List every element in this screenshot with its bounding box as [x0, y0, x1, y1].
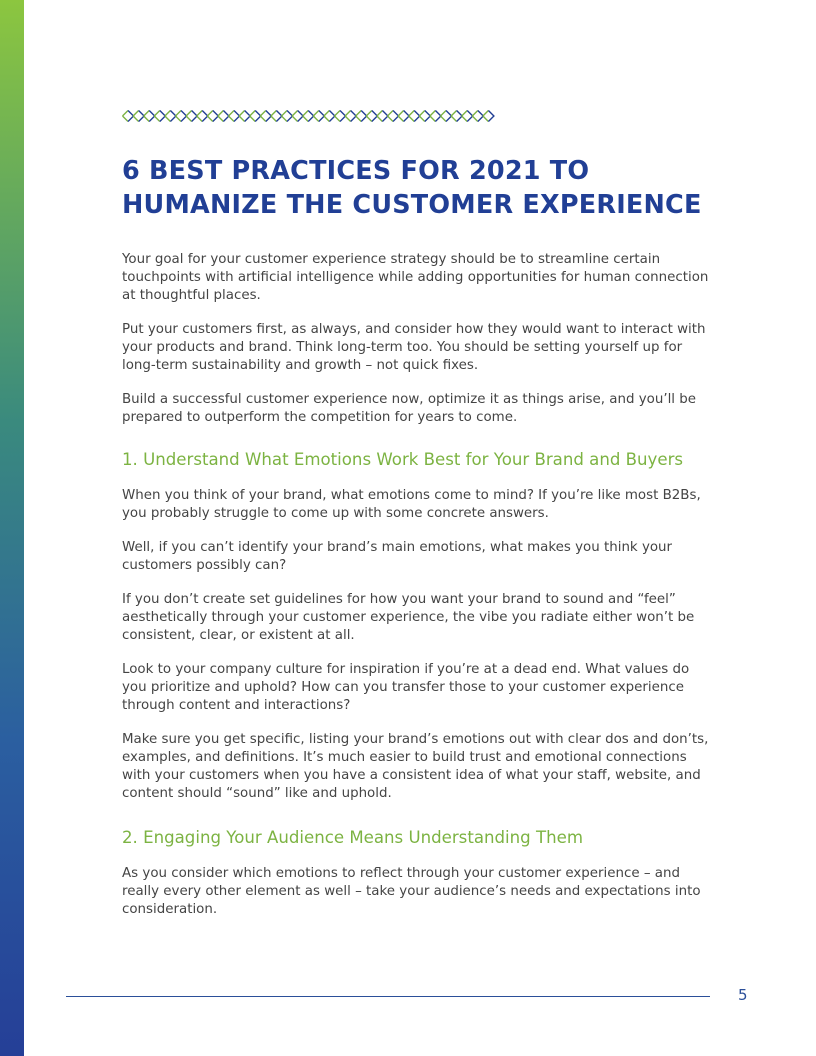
diamond-ornament-icon [229, 111, 240, 122]
diamond-ornament-icon [144, 111, 155, 122]
diamond-ornament-icon [207, 111, 218, 122]
intro-paragraph-3: Build a successful customer experience now, optimize it as things arise, and you’ll be prepared to outperform the competition for years to come. [122, 392, 697, 425]
diamond-ornament-icon [176, 111, 187, 122]
diamond-ornament-icon [250, 111, 261, 122]
diamond-ornament-icon [366, 111, 377, 122]
diamond-ornament-icon [409, 111, 420, 122]
footer-rule [66, 996, 710, 997]
diamond-ornament-icon [260, 111, 271, 122]
diamond-ornament-icon [483, 111, 494, 122]
section-1-heading: 1. Understand What Emotions Work Best for Your Brand and Buyers [122, 450, 684, 469]
diamond-ornament-icon [451, 111, 462, 122]
diamond-ornament-icon [123, 111, 134, 122]
page-content [122, 251, 712, 935]
diamond-ornament-icon [197, 111, 208, 122]
diamond-ornament-icon [335, 111, 346, 122]
diamond-ornament-icon [419, 111, 430, 122]
diamond-ornament-icon [271, 111, 282, 122]
section-1-paragraph-3: If you don’t create set guidelines for how you want your brand to sound and “feel” aesthetically through your customer experience, the vibe you radiate either won’t be consistent, clear, or existent at all. [122, 592, 695, 643]
diamond-ornament-icon [377, 111, 388, 122]
diamond-ornament-icon [388, 111, 399, 122]
diamond-ornament-divider [122, 109, 496, 123]
diamond-ornament-icon [292, 111, 303, 122]
diamond-ornament-icon [345, 111, 356, 122]
diamond-ornament-icon [218, 111, 229, 122]
diamond-ornament-icon [398, 111, 409, 122]
section-2-heading: 2. Engaging Your Audience Means Understanding Them [122, 828, 584, 847]
title-line-2: HUMANIZE THE CUSTOMER EXPERIENCE [122, 190, 702, 220]
section-1-paragraph-4: Look to your company culture for inspiration if you’re at a dead end. What values do you prioritize and uphold? How can you transfer those to your customer experience through content and interactions? [122, 662, 690, 713]
diamond-ornament-icon [356, 111, 367, 122]
section-1-paragraph-1: When you think of your brand, what emotions come to mind? If you’re like most B2Bs, you probably struggle to come up with some concrete answers. [122, 488, 701, 521]
section-2-paragraph-1: As you consider which emotions to reflect through your customer experience – and really every other element as well – take your audience’s needs and expectations into consideration. [122, 866, 701, 917]
intro-paragraph-1: Your goal for your customer experience strategy should be to streamline certain touchpoints with artificial intelligence while adding opportunities for human connection at thoughtful places. [122, 252, 709, 303]
diamond-ornament-icon [324, 111, 335, 122]
diamond-ornament-icon [472, 111, 483, 122]
diamond-ornament-icon [133, 111, 144, 122]
side-gradient-bar [0, 0, 24, 1056]
diamond-ornament-icon [430, 111, 441, 122]
section-1-paragraph-5: Make sure you get specific, listing your brand’s emotions out with clear dos and don’ts, examples, and definitions. It’s much easier to build trust and emotional connections with your customers when you have a consistent idea of what your staff, website, and content should “sound” like and uphold. [122, 732, 709, 801]
diamond-ornament-icon [154, 111, 165, 122]
diamond-ornament-icon [441, 111, 452, 122]
page-number: 5 [738, 986, 748, 1004]
section-1-paragraph-2: Well, if you can’t identify your brand’s main emotions, what makes you think your customers possibly can? [122, 540, 673, 573]
diamond-ornament-icon [303, 111, 314, 122]
diamond-ornament-icon [313, 111, 324, 122]
diamond-ornament-icon [462, 111, 473, 122]
intro-paragraph-2: Put your customers first, as always, and consider how they would want to interact with your products and brand. Think long-term too. You should be setting yourself up for long-term sustainability and growth – not quick fixes. [122, 322, 706, 373]
diamond-ornament-icon [282, 111, 293, 122]
diamond-ornament-icon [239, 111, 250, 122]
diamond-ornament-icon [186, 111, 197, 122]
title-line-1: 6 BEST PRACTICES FOR 2021 TO [122, 156, 590, 186]
page-title [122, 154, 762, 222]
diamond-ornament-icon [165, 111, 176, 122]
